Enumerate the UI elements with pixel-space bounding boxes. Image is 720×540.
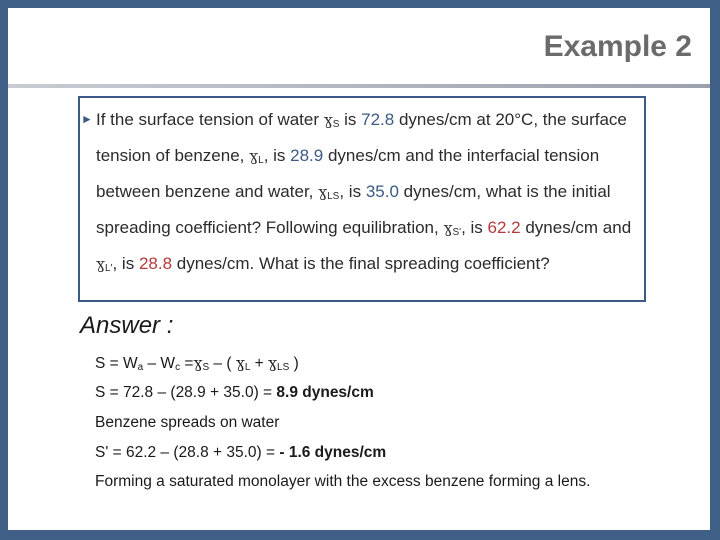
value-benzene: 28.9 bbox=[290, 146, 324, 165]
equation-initial-result: S = 72.8 – (28.9 + 35.0) = 8.9 dynes/cm bbox=[95, 384, 374, 401]
value-interfacial: 35.0 bbox=[365, 182, 399, 201]
equation-final-result: S' = 62.2 – (28.8 + 35.0) = - 1.6 dynes/cm bbox=[95, 444, 387, 461]
conclusion-initial: Benzene spreads on water bbox=[95, 414, 280, 431]
value-benzene-final: 28.8 bbox=[138, 254, 173, 273]
triangle-bullet-icon: ► bbox=[81, 112, 93, 126]
answer-heading: Answer : bbox=[80, 312, 174, 339]
question-text: ► If the surface tension of water ɣ$_S$ is 72.8 dynes/cm at 20°C, the surface tension of benzene, ɣ$_L$, is 28.9 dynes/cm and the interfacial tension between benzene and water, ɣ$_{LS}$, is 35.0 dynes/cm, what is the initial spreading coefficient? Following equilibration, ɣ$_{S'}$, is 62.2 dynes/cm and ɣ$_{L'}$, is 28.8 dynes/cm. What is the final spreading coefficient? bbox=[96, 104, 636, 284]
question-box bbox=[78, 96, 646, 302]
slide-title: Example 2 bbox=[543, 30, 692, 63]
conclusion-final: Forming a saturated monolayer with the excess benzene forming a lens. bbox=[95, 473, 591, 490]
value-water-final: 62.2 bbox=[487, 218, 521, 237]
equation-spreading-coefficient: $S = W_a - W_c$ =ɣ$_S$ – ( ɣ$_L$ + ɣ$_{LS}$ ) bbox=[95, 354, 299, 373]
slide bbox=[8, 8, 710, 530]
title-divider bbox=[8, 84, 710, 88]
value-water: 72.8 bbox=[361, 110, 395, 129]
